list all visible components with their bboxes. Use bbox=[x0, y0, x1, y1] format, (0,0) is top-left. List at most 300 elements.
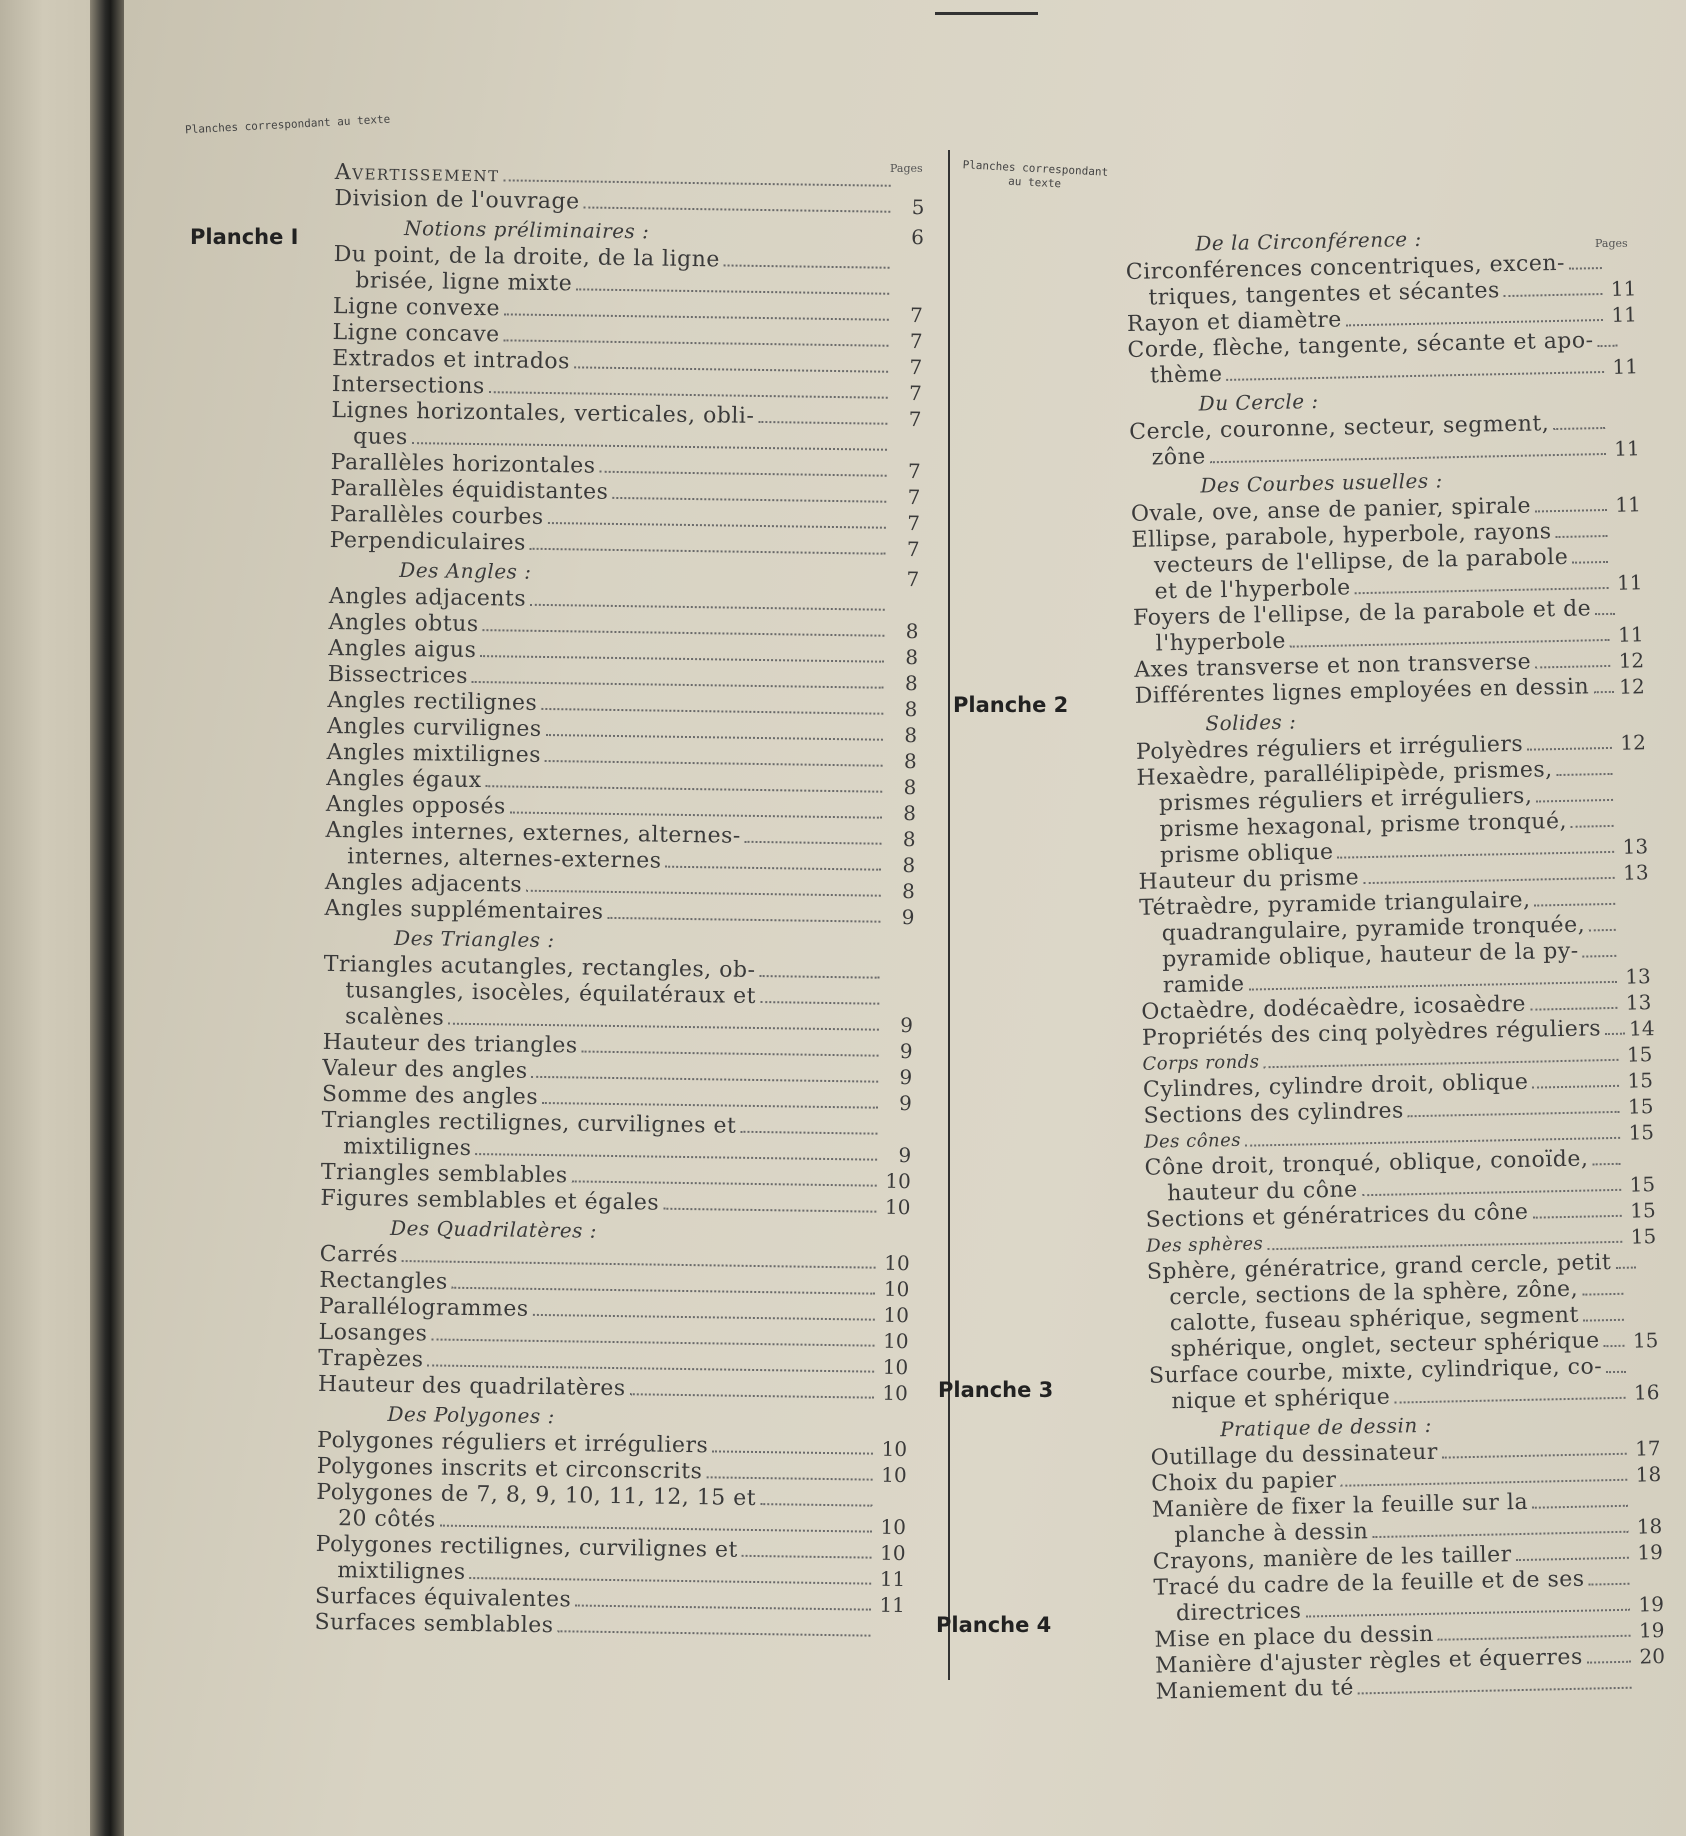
leader-dots bbox=[548, 522, 886, 529]
entry-title: Angles égaux bbox=[326, 765, 482, 794]
leader-dots bbox=[1535, 509, 1607, 513]
entry-title: Hexaèdre, parallélipipède, prismes, bbox=[1136, 757, 1553, 791]
page-number: 8 bbox=[904, 671, 918, 696]
leader-dots bbox=[1592, 1163, 1620, 1166]
leader-dots bbox=[1355, 587, 1609, 594]
page-number: 15 bbox=[1627, 1094, 1654, 1119]
leader-dots bbox=[1571, 825, 1614, 828]
leader-dots bbox=[599, 471, 886, 477]
page-number: 19 bbox=[1637, 1540, 1664, 1565]
leader-dots bbox=[475, 1153, 877, 1161]
entry-title: Cône droit, tronqué, oblique, conoïde, bbox=[1144, 1146, 1589, 1181]
leader-dots bbox=[542, 1102, 878, 1109]
leader-dots bbox=[1589, 929, 1616, 932]
leader-dots bbox=[440, 1525, 872, 1533]
page-number: 11 bbox=[879, 1566, 906, 1592]
leader-dots bbox=[452, 1287, 876, 1295]
page-number: 13 bbox=[1625, 964, 1651, 989]
entry-title: Crayons, manière de les tailler bbox=[1152, 1542, 1512, 1575]
leader-dots bbox=[1408, 1111, 1620, 1117]
leader-dots bbox=[1553, 427, 1605, 430]
section-title: Des Courbes usuelles : bbox=[1200, 468, 1443, 498]
entry-title: quadrangulaire, pyramide tronquée, bbox=[1161, 912, 1586, 947]
entry-title: Polyèdres réguliers et irréguliers bbox=[1135, 731, 1524, 765]
leader-dots bbox=[1583, 1319, 1624, 1322]
entry-title: Parallélogrammes bbox=[318, 1293, 529, 1322]
page-number: 12 bbox=[1620, 730, 1647, 755]
entry-title: Triangles semblables bbox=[320, 1159, 568, 1189]
page-number: 10 bbox=[879, 1540, 906, 1566]
entry-title: Corde, flèche, tangente, sécante et apo- bbox=[1127, 328, 1594, 363]
page-number: 5 bbox=[911, 195, 925, 220]
leader-dots bbox=[612, 497, 886, 503]
leader-dots bbox=[1582, 1293, 1623, 1296]
page-number: 7 bbox=[906, 567, 920, 592]
leader-dots bbox=[745, 841, 882, 845]
planche-3-label: Planche 3 bbox=[938, 1378, 1054, 1402]
page-number: 13 bbox=[1622, 860, 1649, 885]
entry-title: Hauteur des quadrilatères bbox=[317, 1371, 626, 1402]
entry-title: hauteur du cône bbox=[1166, 1177, 1358, 1207]
page-number: 7 bbox=[908, 407, 922, 432]
entry-title: Ellipse, parabole, hyperbole, rayons bbox=[1131, 519, 1552, 553]
page-number: 7 bbox=[909, 355, 923, 380]
leader-dots bbox=[1532, 1085, 1619, 1089]
leader-dots bbox=[1210, 453, 1606, 463]
page-number: 11 bbox=[1617, 622, 1644, 647]
leader-dots bbox=[402, 1260, 876, 1269]
page-number: 8 bbox=[901, 878, 916, 904]
entry-title: triques, tangentes et sécantes bbox=[1148, 278, 1501, 311]
leader-dots bbox=[574, 366, 888, 372]
entry-title: Hauteur du prisme bbox=[1138, 865, 1360, 895]
entry-title: Angles adjacents bbox=[324, 869, 523, 898]
leader-dots bbox=[583, 206, 890, 212]
section-title: Pratique de dessin : bbox=[1219, 1412, 1433, 1442]
leader-dots bbox=[1264, 1059, 1619, 1068]
page-number: 11 bbox=[1612, 354, 1639, 379]
leader-dots bbox=[1606, 1371, 1626, 1373]
leader-dots bbox=[742, 1555, 872, 1559]
page-number: 16 bbox=[1633, 1380, 1660, 1405]
page-number: 8 bbox=[905, 619, 919, 644]
page-number: 10 bbox=[882, 1328, 909, 1354]
entry-title: 20 côtés bbox=[337, 1506, 436, 1533]
leader-dots bbox=[1587, 1661, 1631, 1664]
leader-dots bbox=[486, 785, 883, 793]
leader-dots bbox=[526, 890, 881, 897]
leader-dots bbox=[1535, 665, 1610, 669]
page-number: 8 bbox=[905, 645, 919, 670]
leader-dots bbox=[740, 1131, 877, 1135]
entry-title: Cylindres, cylindre droit, oblique bbox=[1142, 1069, 1529, 1103]
section-title: Solides : bbox=[1205, 709, 1297, 736]
entry-title: Propriétés des cinq polyèdres réguliers bbox=[1141, 1016, 1602, 1051]
pages-header-right: Pages bbox=[1595, 237, 1628, 250]
entry-title: prisme hexagonal, prisme tronqué, bbox=[1159, 808, 1568, 843]
leader-dots bbox=[1535, 903, 1616, 907]
leader-dots bbox=[1569, 267, 1602, 270]
page-number: 15 bbox=[1629, 1172, 1656, 1197]
leader-dots bbox=[1533, 1215, 1622, 1219]
entry-title: Polygones réguliers et irréguliers bbox=[316, 1427, 709, 1459]
leader-dots bbox=[504, 313, 889, 320]
entry-title: Tracé du cadre de la feuille et de ses bbox=[1153, 1566, 1585, 1601]
entry-title: Triangles rectilignes, curvilignes et bbox=[321, 1107, 737, 1139]
leader-dots bbox=[706, 1476, 872, 1480]
entry-title: ramide bbox=[1162, 971, 1245, 999]
entry-title: Manière d'ajuster règles et équerres bbox=[1154, 1644, 1584, 1679]
section-title: Des Angles : bbox=[399, 557, 532, 584]
entry-title: Sections et génératrices du cône bbox=[1145, 1199, 1529, 1233]
leader-dots bbox=[1394, 1397, 1625, 1404]
entry-title: Cercle, couronne, secteur, segment, bbox=[1128, 411, 1550, 445]
entry-title: Outillage du dessinateur bbox=[1150, 1439, 1439, 1471]
column-divider bbox=[948, 150, 950, 1680]
entry-title: internes, alternes-externes bbox=[347, 844, 662, 874]
entry-title: Trapèzes bbox=[318, 1345, 424, 1373]
leader-dots bbox=[575, 1604, 871, 1610]
section-title: Du Cercle : bbox=[1198, 388, 1319, 416]
leader-dots bbox=[572, 1180, 877, 1186]
page-number: 8 bbox=[902, 826, 916, 852]
entry-title: Avertissement bbox=[334, 160, 500, 188]
entry-title: Losanges bbox=[318, 1319, 428, 1347]
leader-dots bbox=[1598, 345, 1618, 347]
entry-title: Des sphères bbox=[1146, 1233, 1264, 1257]
page-number: 10 bbox=[882, 1354, 909, 1380]
page-number: 11 bbox=[1613, 436, 1640, 461]
leader-dots bbox=[1438, 1635, 1631, 1641]
page-number: 7 bbox=[908, 381, 922, 406]
leader-dots bbox=[724, 264, 890, 268]
entry-title: tusangles, isocèles, équilatéraux et bbox=[345, 978, 757, 1009]
entry-title: Circonférences concentriques, excen- bbox=[1125, 250, 1566, 285]
page-number: 10 bbox=[883, 1276, 910, 1302]
section-title: Notions préliminaires : bbox=[403, 215, 650, 244]
entry-title: Du point, de la droite, de la ligne bbox=[333, 241, 721, 273]
entry-title: sphérique, onglet, secteur sphérique bbox=[1170, 1328, 1600, 1363]
entry-title: ques bbox=[352, 424, 408, 451]
page-number: 12 bbox=[1618, 674, 1645, 699]
section-title: Des Quadrilatères : bbox=[389, 1215, 598, 1243]
page-number: 7 bbox=[907, 511, 921, 536]
entry-title: Hauteur des triangles bbox=[322, 1029, 578, 1059]
page-number: 8 bbox=[904, 697, 918, 722]
page-number: 11 bbox=[1611, 302, 1638, 327]
leader-dots bbox=[1615, 1267, 1635, 1269]
entry-title: Différentes lignes employées en dessin bbox=[1134, 674, 1590, 709]
page-number: 15 bbox=[1626, 1042, 1653, 1067]
section-title: De la Circonférence : bbox=[1195, 226, 1422, 256]
planche-1-label: Planche I bbox=[190, 225, 299, 249]
leader-dots bbox=[1245, 1137, 1620, 1147]
leader-dots bbox=[1557, 773, 1613, 776]
page-number: 18 bbox=[1635, 1462, 1662, 1487]
entry-title: prismes réguliers et irréguliers, bbox=[1158, 783, 1533, 817]
leader-dots bbox=[532, 1076, 879, 1083]
leader-dots bbox=[1227, 371, 1605, 381]
leader-dots bbox=[1595, 613, 1615, 615]
page-number: 9 bbox=[898, 1090, 913, 1116]
entry-title: Angles adjacents bbox=[328, 583, 527, 612]
page-number: 10 bbox=[884, 1194, 911, 1220]
leader-dots bbox=[504, 179, 891, 186]
leader-dots bbox=[470, 1577, 872, 1585]
leader-dots bbox=[1363, 877, 1614, 884]
page-number: 7 bbox=[909, 329, 923, 354]
entry-title: mixtilignes bbox=[343, 1134, 472, 1162]
leader-dots bbox=[1442, 1453, 1627, 1459]
section-title: Des Polygones : bbox=[387, 1401, 555, 1429]
leader-dots bbox=[1604, 1345, 1625, 1347]
pages-header-left: Pages bbox=[890, 162, 923, 175]
leader-dots bbox=[557, 1630, 870, 1636]
page-number: 7 bbox=[907, 485, 921, 510]
leader-dots bbox=[427, 1364, 874, 1372]
entry-title: Manière de fixer la feuille sur la bbox=[1151, 1489, 1529, 1523]
leader-dots bbox=[1593, 691, 1613, 693]
leader-dots bbox=[1249, 981, 1617, 991]
leader-dots bbox=[1290, 639, 1610, 648]
entry-title: cercle, sections de la sphère, zône, bbox=[1169, 1276, 1579, 1311]
leader-dots bbox=[630, 1393, 874, 1398]
page-number: 11 bbox=[1616, 570, 1643, 595]
entry-title: Parallèles horizontales bbox=[330, 449, 596, 479]
entry-title: planche à dessin bbox=[1174, 1519, 1369, 1549]
entry-title: brisée, ligne mixte bbox=[355, 268, 573, 297]
top-rule bbox=[935, 12, 1038, 15]
page-number: 8 bbox=[903, 775, 917, 800]
leader-dots bbox=[431, 1338, 874, 1346]
leader-dots bbox=[1527, 747, 1612, 751]
planche-4-label: Planche 4 bbox=[936, 1613, 1052, 1637]
entry-title: Parallèles équidistantes bbox=[330, 475, 609, 505]
entry-title: Angles aigus bbox=[328, 635, 477, 664]
leader-dots bbox=[759, 975, 879, 979]
entry-title: Angles rectilignes bbox=[327, 687, 538, 716]
leader-dots bbox=[1346, 319, 1603, 326]
section-title: Des Triangles : bbox=[393, 925, 555, 953]
entry-title: Maniement du té bbox=[1155, 1675, 1355, 1705]
leader-dots bbox=[412, 442, 887, 451]
entry-title: mixtilignes bbox=[337, 1558, 466, 1585]
leader-dots bbox=[546, 734, 883, 741]
page-number: 9 bbox=[901, 904, 915, 930]
entry-title: Corps ronds bbox=[1142, 1051, 1260, 1075]
leader-dots bbox=[480, 655, 884, 663]
leader-dots bbox=[665, 866, 881, 871]
leader-dots bbox=[1306, 1609, 1630, 1618]
page-number: 13 bbox=[1625, 990, 1652, 1015]
page-number: 8 bbox=[903, 800, 917, 826]
leader-dots bbox=[1605, 1033, 1625, 1035]
page-number: 10 bbox=[880, 1514, 907, 1540]
entry-title: Angles curvilignes bbox=[326, 713, 542, 742]
entry-title: Polygones rectilignes, curvilignes et bbox=[315, 1531, 739, 1563]
entry-title: Division de l'ouvrage bbox=[334, 185, 580, 215]
leader-dots bbox=[541, 708, 883, 715]
entry-title: Somme des angles bbox=[321, 1081, 539, 1110]
entry-title: thème bbox=[1149, 361, 1223, 389]
entry-title: Angles internes, externes, alternes- bbox=[325, 817, 742, 849]
entry-title: Rayon et diamètre bbox=[1126, 307, 1343, 337]
entry-title: Tétraèdre, pyramide triangulaire, bbox=[1138, 887, 1531, 921]
entry-title: Polygones inscrits et circonscrits bbox=[316, 1453, 703, 1485]
page-number: 10 bbox=[882, 1380, 909, 1406]
page-number: 10 bbox=[883, 1302, 910, 1328]
entry-title: Lignes horizontales, verticales, obli- bbox=[331, 397, 755, 429]
leader-dots bbox=[1362, 1189, 1621, 1196]
leader-dots bbox=[1516, 1557, 1629, 1561]
entry-title: scalènes bbox=[344, 1004, 445, 1031]
leader-dots bbox=[1556, 535, 1608, 538]
leader-dots bbox=[1530, 1007, 1617, 1011]
entry-title: vecteurs de l'ellipse, de la parabole bbox=[1153, 544, 1569, 579]
page-number: 15 bbox=[1630, 1224, 1657, 1249]
entry-title: l'hyperbole bbox=[1155, 628, 1287, 657]
leader-dots bbox=[607, 917, 880, 923]
leader-dots bbox=[1338, 851, 1614, 859]
entry-title: Angles mixtilignes bbox=[326, 739, 542, 768]
leader-dots bbox=[530, 548, 886, 555]
page-number: 7 bbox=[906, 537, 920, 562]
page-number: 12 bbox=[1618, 648, 1645, 673]
entry-title: Triangles acutangles, rectangles, ob- bbox=[323, 951, 756, 983]
entry-title: Ligne concave bbox=[332, 319, 500, 348]
entry-title: Rectangles bbox=[319, 1267, 448, 1295]
page-number: 8 bbox=[902, 852, 916, 878]
leader-dots bbox=[576, 288, 889, 294]
leader-dots bbox=[510, 812, 882, 819]
page-number: 17 bbox=[1634, 1436, 1661, 1461]
entry-title: Ovale, ove, anse de panier, spirale bbox=[1130, 493, 1532, 527]
page-number: 11 bbox=[1610, 276, 1637, 301]
page-number: 7 bbox=[909, 303, 924, 328]
page-number: 9 bbox=[898, 1142, 912, 1168]
page-number: 18 bbox=[1636, 1514, 1663, 1539]
entry-title: Angles obtus bbox=[328, 609, 479, 638]
leader-dots bbox=[489, 391, 888, 399]
leader-dots bbox=[1589, 1583, 1630, 1586]
leader-dots bbox=[758, 421, 887, 425]
page-number: 6 bbox=[911, 225, 925, 250]
leader-dots bbox=[1267, 1241, 1622, 1250]
entry-title: Carrés bbox=[319, 1241, 399, 1268]
entry-title: zône bbox=[1151, 444, 1207, 471]
leader-dots bbox=[1532, 1505, 1628, 1509]
entry-title: Foyers de l'ellipse, de la parabole et de bbox=[1132, 596, 1592, 631]
page-number: 19 bbox=[1638, 1618, 1665, 1643]
entry-title: Axes transverse et non transverse bbox=[1133, 649, 1532, 683]
entry-title: Perpendiculaires bbox=[329, 527, 527, 556]
leader-dots bbox=[483, 629, 885, 637]
planches-header-left: Planches correspondant au texte bbox=[184, 112, 391, 137]
leader-dots bbox=[533, 1314, 875, 1321]
entry-title: Intersections bbox=[331, 371, 485, 400]
leader-dots bbox=[712, 1450, 873, 1454]
entry-title: pyramide oblique, hauteur de la py- bbox=[1162, 938, 1579, 973]
page-number: 15 bbox=[1627, 1068, 1654, 1093]
entry-title: nique et sphérique bbox=[1171, 1384, 1391, 1415]
entry-title: Surfaces semblables bbox=[314, 1609, 554, 1639]
toc-right-column bbox=[1125, 219, 1666, 1705]
leader-dots bbox=[1358, 1687, 1632, 1695]
page-number: 15 bbox=[1632, 1328, 1659, 1353]
entry-title: Extrados et intrados bbox=[332, 345, 571, 375]
page-number: 9 bbox=[899, 1064, 913, 1090]
entry-title: calotte, fuseau sphérique, segment bbox=[1169, 1302, 1580, 1337]
page-number: 11 bbox=[879, 1592, 906, 1618]
entry-title: Angles opposés bbox=[325, 791, 506, 820]
page-number: 10 bbox=[884, 1250, 910, 1276]
planche-2-label: Planche 2 bbox=[953, 693, 1069, 717]
entry-title: Sphère, génératrice, grand cercle, petit bbox=[1146, 1250, 1612, 1285]
leader-dots bbox=[582, 1051, 879, 1057]
entry-title: Bissectrices bbox=[327, 661, 469, 689]
leader-dots bbox=[760, 1001, 879, 1005]
entry-title: Figures semblables et égales bbox=[320, 1185, 660, 1216]
page-number: 19 bbox=[1638, 1592, 1665, 1617]
page-number: 8 bbox=[903, 749, 917, 774]
leader-dots bbox=[1536, 799, 1613, 803]
entry-title: Des cônes bbox=[1143, 1129, 1242, 1153]
entry-title: Ligne convexe bbox=[332, 293, 501, 322]
leader-dots bbox=[663, 1208, 876, 1213]
page-number: 10 bbox=[881, 1462, 907, 1488]
entry-title: et de l'hyperbole bbox=[1154, 575, 1351, 605]
leader-dots bbox=[545, 760, 883, 767]
page-number: 14 bbox=[1628, 1016, 1655, 1041]
entry-title: directrices bbox=[1175, 1598, 1302, 1627]
entry-title: Octaèdre, dodécaèdre, icosaèdre bbox=[1141, 991, 1527, 1025]
entry-title: Valeur des angles bbox=[322, 1055, 528, 1084]
page-number: 15 bbox=[1629, 1198, 1656, 1223]
leader-dots bbox=[530, 604, 885, 611]
page-number: 11 bbox=[1615, 492, 1642, 517]
leader-dots bbox=[1372, 1531, 1628, 1538]
leader-dots bbox=[448, 1023, 879, 1031]
page-number: 8 bbox=[904, 723, 918, 748]
book-spine bbox=[90, 0, 124, 1836]
leader-dots bbox=[472, 681, 884, 689]
page-number: 10 bbox=[885, 1168, 911, 1194]
page-number: 9 bbox=[900, 1012, 914, 1038]
page-number: 9 bbox=[899, 1038, 913, 1064]
entry-title: Mise en place du dessin bbox=[1154, 1621, 1434, 1653]
leader-dots bbox=[1572, 561, 1608, 564]
entry-title: prisme oblique bbox=[1159, 839, 1334, 869]
entry-title: Surface courbe, mixte, cylindrique, co- bbox=[1148, 1354, 1603, 1389]
leader-dots bbox=[504, 339, 889, 346]
page-number: 20 bbox=[1639, 1644, 1666, 1669]
entry-title: Polygones de 7, 8, 9, 10, 11, 12, 15 et bbox=[316, 1479, 757, 1512]
page-number: 7 bbox=[907, 459, 921, 484]
leader-dots bbox=[760, 1503, 872, 1507]
entry-title: Surfaces équivalentes bbox=[314, 1583, 572, 1613]
page-number: 15 bbox=[1628, 1120, 1655, 1145]
page-number: 10 bbox=[881, 1436, 908, 1462]
entry-title: Angles supplémentaires bbox=[324, 895, 604, 925]
planches-header-right: Planches correspondant au texte bbox=[962, 158, 1109, 191]
leader-dots bbox=[1341, 1479, 1628, 1487]
page-number: 13 bbox=[1622, 834, 1649, 859]
entry-title: Parallèles courbes bbox=[329, 501, 544, 530]
leader-dots bbox=[1583, 955, 1617, 958]
entry-title: Sections des cylindres bbox=[1143, 1098, 1405, 1129]
toc-left-column bbox=[314, 160, 925, 1644]
leader-dots bbox=[1504, 293, 1603, 297]
